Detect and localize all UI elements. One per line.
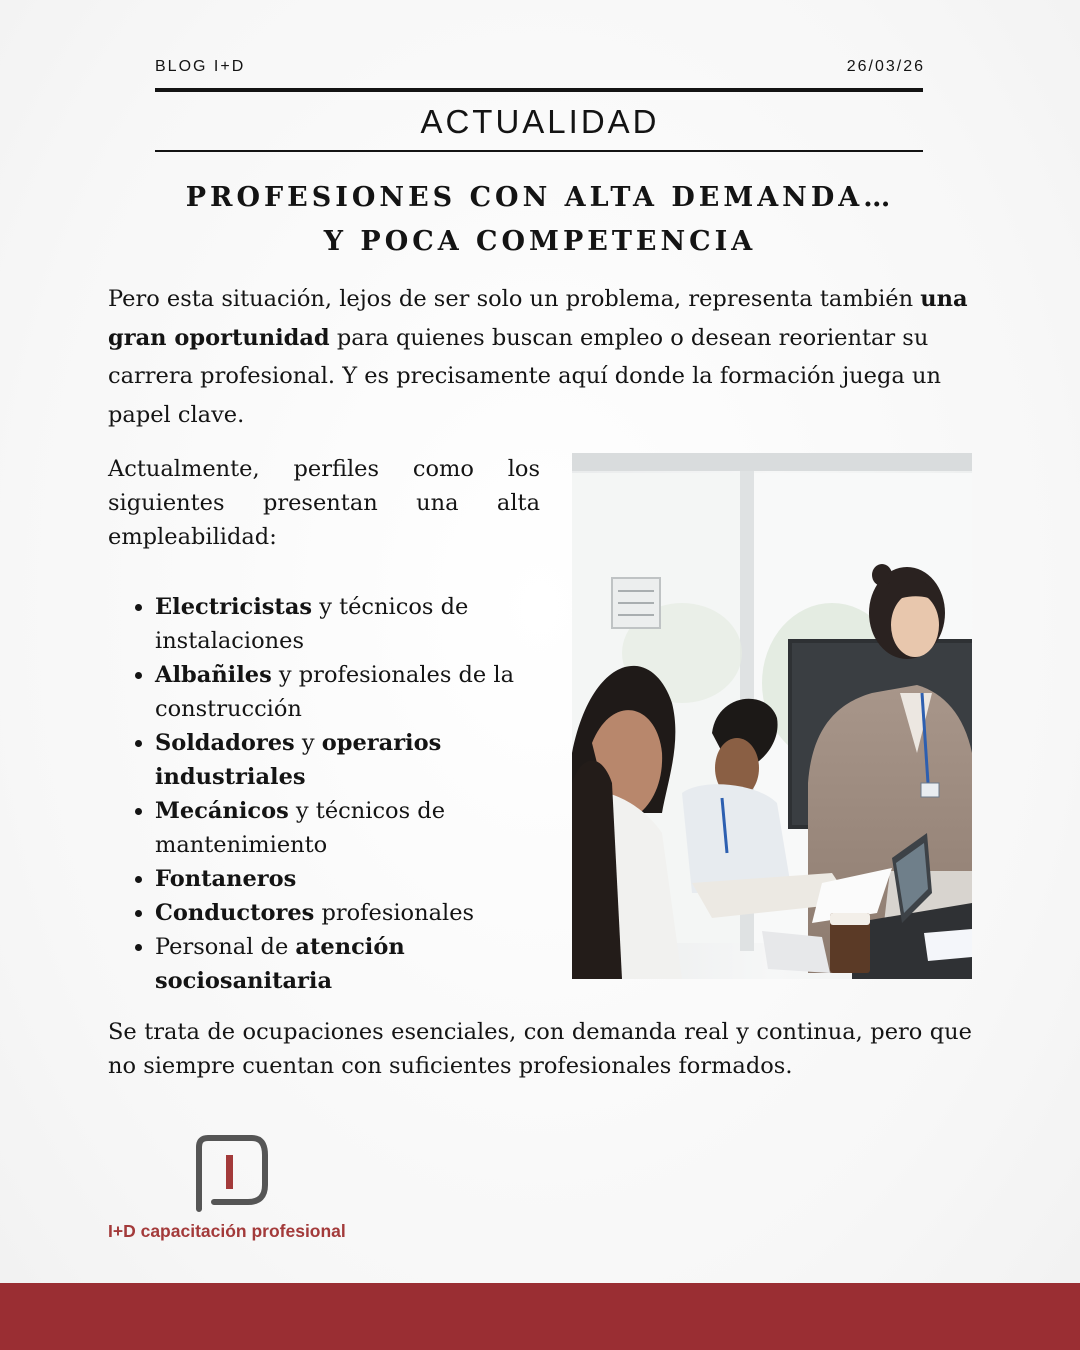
footer-band	[0, 1283, 1080, 1350]
headline-line-1: PROFESIONES CON ALTA DEMANDA…	[185, 182, 895, 213]
profiles-column	[108, 452, 540, 998]
intro-text-after: para quienes buscan empleo o desean reorientar su carrera profesional. Y es precisamente aquí donde la formación juega un papel clave.	[108, 324, 941, 428]
list-item-bold: Mecánicos	[155, 798, 289, 824]
list-item	[155, 896, 540, 930]
list-item-text: y	[294, 730, 322, 756]
list-item-bold-2: operarios industriales	[155, 730, 442, 790]
list-item-bold-2: atención sociosanitaria	[155, 934, 405, 994]
logo-mark-icon	[194, 1133, 270, 1213]
brand-logo	[108, 1133, 368, 1248]
list-item-text: y técnicos de mantenimiento	[155, 798, 446, 858]
list-item	[155, 862, 540, 896]
section-title: ACTUALIDAD	[420, 103, 660, 140]
meeting-photo	[572, 453, 972, 979]
closing-paragraph: Se trata de ocupaciones esenciales, con demanda real y continua, pero que no siempre cuentan con suficientes profesionales formados.	[108, 1019, 972, 1079]
list-item-bold: Electricistas	[155, 594, 313, 620]
brand-name: I+D capacitación profesional	[108, 1221, 346, 1241]
list-item	[155, 726, 540, 794]
list-item-bold: Soldadores	[155, 730, 295, 756]
headline	[100, 176, 980, 264]
list-item-text: y profesionales de la construcción	[155, 662, 515, 722]
intro-highlight: una gran oportunidad	[108, 286, 968, 351]
intro-paragraph	[108, 280, 974, 434]
section-rule	[155, 150, 923, 152]
list-item	[155, 930, 540, 998]
list-item-text: profesionales	[314, 900, 475, 926]
list-item-text: Personal de	[155, 934, 296, 960]
intro-text-before: Pero esta situación, lejos de ser solo un problema, representa también	[108, 286, 921, 312]
profiles-list	[108, 590, 540, 998]
list-item-bold: Albañiles	[155, 662, 272, 688]
blog-label: BLOG I+D	[155, 58, 246, 75]
top-rule	[155, 88, 923, 92]
post-date: 26/03/26	[846, 58, 925, 75]
top-meta	[155, 58, 925, 76]
list-item-bold: Fontaneros	[155, 866, 297, 892]
list-item-text: y técnicos de instalaciones	[155, 594, 469, 654]
headline-line-2: Y POCA COMPETENCIA	[323, 226, 757, 257]
list-item	[155, 590, 540, 658]
list-item	[155, 658, 540, 726]
list-item	[155, 794, 540, 862]
profiles-lead: Actualmente, perfiles como los siguientes presentan una alta empleabilidad:	[108, 456, 540, 550]
list-item-bold: Conductores	[155, 900, 315, 926]
